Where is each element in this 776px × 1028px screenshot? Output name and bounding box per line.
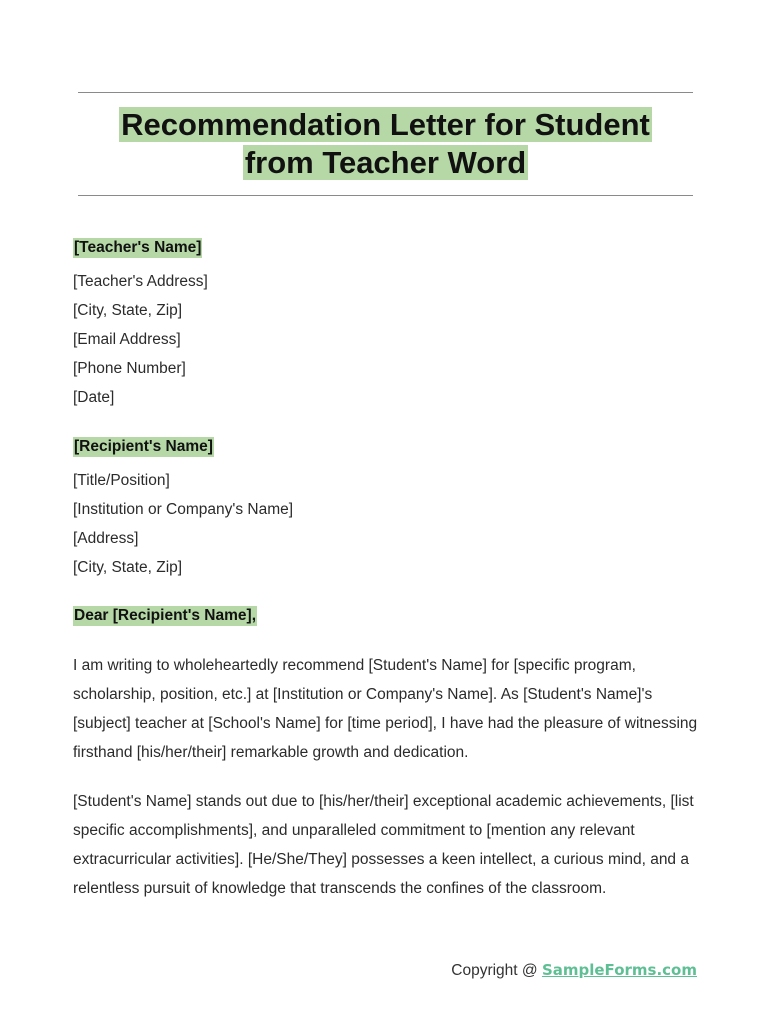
title-line-1: Recommendation Letter for Student (121, 107, 650, 142)
body-paragraph-1-block (73, 651, 703, 767)
page-title (78, 106, 693, 182)
sender-name: [Teacher's Name] (74, 239, 202, 256)
body-paragraph-1: I am writing to wholeheartedly recommend [Student's Name] for [specific program, scholarship, position, etc.] at [Institution or Company's Name]. As [Student's Name]'s [subject] teacher at [School's Name] for [time period], I have had the pleasure of witnessing firsthand [his/her/their] remarkable growth and dedication. (73, 657, 698, 761)
recipient-address: [Address] (73, 530, 139, 547)
recipient-city-state-zip: [City, State, Zip] (73, 559, 183, 576)
recipient-institution: [Institution or Company's Name] (73, 501, 294, 518)
recipient-block (73, 437, 703, 582)
sender-city-state-zip: [City, State, Zip] (73, 302, 183, 319)
copyright-text: Copyright @ (451, 962, 542, 979)
letter-date: [Date] (73, 389, 115, 406)
footer-copyright (451, 961, 697, 980)
body-paragraph-2: [Student's Name] stands out due to [his/her/their] exceptional academic achievements, [list specific accomplishments], and unparalleled commitment to [mention any relevant extracurricular activities]. [He/She/They] possesses a keen intellect, a curious mind, and a relentless pursuit of knowledge that transcends the confines of the classroom. (73, 793, 694, 897)
recipient-name: [Recipient's Name] (74, 438, 213, 455)
title-line-2: from Teacher Word (244, 145, 527, 180)
sender-address: [Teacher's Address] (73, 273, 208, 290)
salutation: Dear [Recipient's Name], (74, 607, 256, 624)
title-top-rule (78, 92, 693, 93)
sender-phone: [Phone Number] (73, 360, 186, 377)
brand-link[interactable]: SampleForms.com (541, 961, 697, 979)
salutation-block (73, 606, 703, 626)
sender-email: [Email Address] (73, 331, 181, 348)
recipient-title: [Title/Position] (73, 472, 170, 489)
body-paragraph-2-block (73, 787, 703, 903)
title-bottom-rule (78, 195, 693, 196)
sender-block (73, 238, 703, 412)
